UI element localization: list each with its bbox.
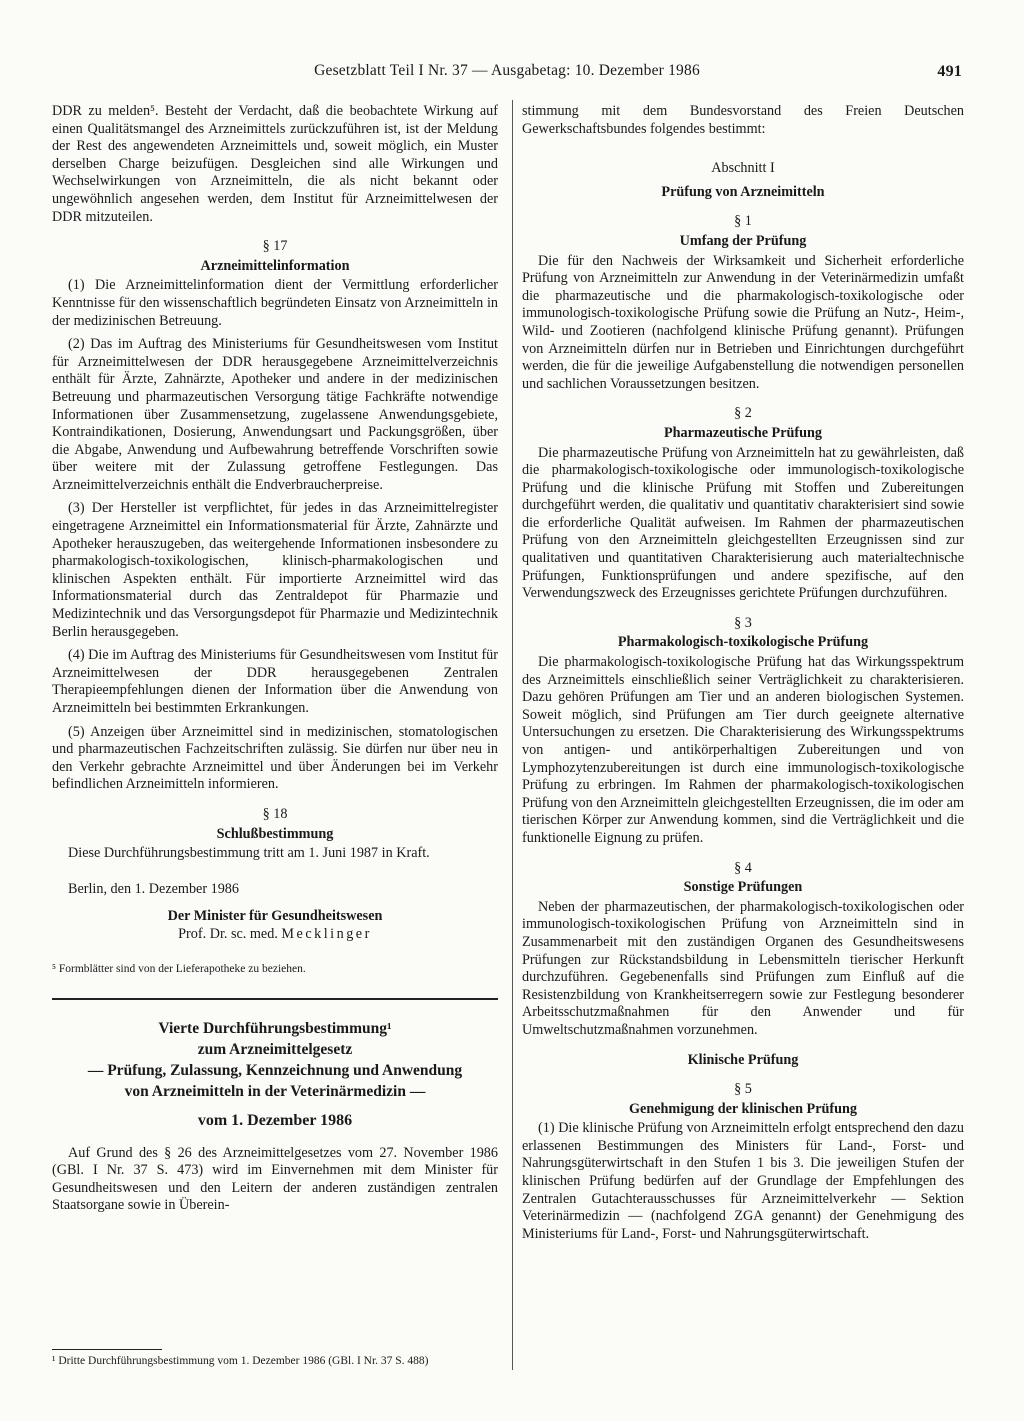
column-divider [512,100,513,1370]
document-date: vom 1. Dezember 1986 [197,1111,353,1129]
paragraph: (1) Die Arzneimittelinformation dient der Vermittlung erforderlicher Kenntnisse für den wissenschaftlich begründeten Einsatz von Arzneimitteln in der medizinischen Betreuung. [52,277,498,329]
section-title: Umfang der Prüfung [679,232,807,249]
page-header [52,62,962,86]
paragraph: Die für den Nachweis der Wirksamkeit und Sicherheit erforderliche Prüfung von Arzneimitteln zur Anwendung in der Veterinärmedizin umfaßt die pharmazeutische und die pharmakologisch-toxikologische oder immunologisch-toxikologische Prüfung sowie die Prüfung an Nutz-, Heim-, Wild- und Zootieren (nachfolgend klinische Prüfung genannt). Prüfungen von Arzneimitteln dürfen nur in Betrieben und Einrichtungen durchgeführt werden, die für die jeweilige Aufgabenstellung die notwendigen personellen und sachlichen Voraussetzungen besitzen. [522,252,964,392]
signature-name [52,926,498,944]
section-number: § 18 [262,805,288,822]
paragraph: Neben der pharmazeutischen, der pharmakologisch-toxikologischen oder immunologisch-toxikologischen Prüfung von Arzneimitteln sind in Zusammenarbeit mit den zuständigen Organen des Gesundheitswesens Prüfungen zur Rückstandsbildung in Lebensmitteln tierischer Herkunft durchzuführen. Gegebenenfalls sind Prüfungen zum Einfluß auf die Resistenzbildung von Krankheitserregern sowie zur Festlegung besonderer Arbeitsschutzmaßnahmen für den Anwender und für Umweltschutzmaßnahmen vorzunehmen. [522,898,964,1038]
paragraph: (4) Die im Auftrag des Ministeriums für Gesundheitswesen vom Institut für Arzneimittelwesen der DDR herausgegebenen Zentralen Therapieempfehlungen dienen der Information über die Anwendung von Arzneimitteln bei bestimmten Erkrankungen. [52,647,498,716]
paragraph: (3) Der Hersteller ist verpflichtet, für jedes in das Arzneimittelregister eingetragene Arzneimittel ein Informationsmaterial für Ärzte, Zahnärzte und Apotheker herauszugeben, das weitergehende Informationen insbesondere zu pharmakologisch-toxikologischen, klinisch-pharmakologischen und klinischen Aspekten enthält. Für importierte Arzneimittel wird das Informationsmaterial durch das Zentraldepot für Pharmazie und Medizintechnik und das Versorgungsdepot für Pharmazie und Medizintechnik Berlin herausgegeben. [52,500,498,640]
signature-title: Der Minister für Gesundheitswesen [167,908,383,925]
header-title: Gesetzblatt Teil I Nr. 37 — Ausgabetag: 10. Dezember 1986 [314,62,700,79]
place-date: Berlin, den 1. Dezember 1986 [68,880,239,897]
section-title: Pharmazeutische Prüfung [663,424,823,441]
paragraph: (5) Anzeigen über Arzneimittel sind in medizinischen, stomatologischen und pharmazeutischen Fachzeitschriften zulässig. Sie dürfen nur über neu in den Verkehr gebrachte Arzneimittel und über Änderungen bei im Verkehr befindlichen Arzneimitteln informieren. [52,723,498,793]
document-title: Vierte Durchführungsbestimmung¹ [158,1019,392,1037]
paragraph: Die pharmazeutische Prüfung von Arzneimitteln hat zu gewährleisten, daß die pharmakologisch-toxikologische oder immunologisch-toxikologische Prüfung und die klinische Prüfung mit Stoffen und Zubereitungen durchgeführt werden, die qualitativ und quantitativ charakterisiert sind sowie die erforderliche Qualität aufweisen. Im Rahmen der pharmazeutischen Prüfung von den Arzneimitteln gleichgestellten Erzeugnissen sind zur qualitativen und quantitativen Charakterisierung auch materialtechnische Prüfungen, Funktionsprüfungen und andere spezifische, auf den Verwendungszweck des Erzeugnisses gerichtete Prüfungen durchzuführen. [522,444,964,602]
footnote-area [52,1335,498,1368]
footnote-rule [52,1349,162,1350]
paragraph: Diese Durchführungsbestimmung tritt am 1. Juni 1987 in Kraft. [68,845,430,862]
document-subtitle: von Arzneimitteln in der Veterinärmedizin — [124,1082,426,1100]
paragraph: (1) Die klinische Prüfung von Arzneimitteln erfolgt entsprechend den dazu erlassenen Bestimmungen des Ministers für Land-, Forst- und Nahrungsgüterwirtschaft in den Stufen 1 bis 3. Die jeweiligen Stufen der klinischen Prüfung bedürfen auf der Grundlage der Empfehlungen des Zentralen Gutachterausschusses für Arzneimittelverkehr — Sektion Veterinärmedizin — (nachfolgend ZGA genannt) der Genehmigung des Ministeriums für Land-, Forst- und Nahrungsgüterwirtschaft. [522,1120,964,1242]
separator-rule [52,998,498,1000]
paragraph: DDR zu melden⁵. Besteht der Verdacht, daß die beobachtete Wirkung auf einen Qualitätsmangel des Arzneimittels zurückzuführen ist, ist der Meldung der Rest des angewendeten Arzneimittels und, soweit möglich, ein Muster derselben Charge beizufügen. Desgleichen sind alle Wirkungen und Wechselwirkungen von Arzneimitteln, die als nicht bekannt oder ungewöhnlich angesehen werden, dem Institut für Arzneimittelwesen der DDR mitzuteilen. [52,103,498,225]
footnote: ⁵ Formblätter sind von der Lieferapotheke zu beziehen. [52,962,306,975]
signature-prefix: Prof. Dr. sc. med. [178,925,278,942]
section-title: Schlußbestimmung [216,825,334,842]
section-number: § 3 [734,614,752,631]
group-title: Klinische Prüfung [687,1051,799,1068]
section-number: § 1 [734,213,752,230]
part-title: Prüfung von Arzneimitteln [661,183,825,200]
right-column [522,103,964,1249]
footnote: ¹ Dritte Durchführungsbestimmung vom 1. Dezember 1986 (GBl. I Nr. 37 S. 488) [52,1355,429,1367]
section-title: Pharmakologisch-toxikologische Prüfung [617,634,869,651]
signature-surname: Mecklinger [281,925,372,942]
section-title: Arzneimittelinformation [200,257,350,274]
part-heading: Abschnitt I [711,160,775,177]
document-subtitle: — Prüfung, Zulassung, Kennzeichnung und Anwendung [87,1061,463,1079]
section-title: Sonstige Prüfungen [683,879,803,896]
section-title: Genehmigung der klinischen Prüfung [629,1100,857,1117]
section-number: § 4 [734,859,752,876]
page-number: 491 [937,63,962,80]
section-number: § 17 [262,238,288,255]
document-title: zum Arzneimittelgesetz [197,1040,353,1058]
section-number: § 5 [734,1081,752,1098]
section-number: § 2 [734,405,752,422]
paragraph: Auf Grund des § 26 des Arzneimittelgesetzes vom 27. November 1986 (GBl. I Nr. 37 S. 473) wird im Einvernehmen mit dem Minister für Gesundheitswesen und den Leitern der anderen zuständigen zentralen Staatsorgane sowie in Überein- [52,1144,498,1214]
paragraph: Die pharmakologisch-toxikologische Prüfung hat das Wirkungsspektrum des Arzneimittels einschließlich seiner Verträglichkeit zu charakterisieren. Dazu gehören Prüfungen am Tier und an anderen biologischen Systemen. Soweit möglich, sind Prüfungen am Tier durch geeignete alternative Untersuchungen zu ersetzen. Die Charakterisierung des Wirkungsspektrums von antigen- und antikörperhaltigen Zubereitungen und von Lymphozytenzubereitungen ist durch eine immunologisch-toxikologische Prüfung zu erbringen. Im Rahmen der pharmakologisch-toxikologischen Prüfung von den Arzneimitteln gleichgestellten Erzeugnissen, die im oder am tierischen Körper zur Anwendung kommen, sind die Verträglichkeit und die funktionelle Eignung zu prüfen. [522,654,964,846]
paragraph: stimmung mit dem Bundesvorstand des Freien Deutschen Gewerkschaftsbundes folgendes bestimmt: [522,103,964,137]
left-column [52,103,498,1221]
paragraph: (2) Das im Auftrag des Ministeriums für Gesundheitswesen vom Institut für Arzneimittelwesen der DDR herausgegebene Arzneimittelverzeichnis enthält für Ärzte, Zahnärzte, Apotheker und andere in der medizinischen Betreuung und pharmazeutischen Versorgung tätige Fachkräfte notwendige Informationen über Zusammensetzung, zugelassene Anwendungsgebiete, Kontraindikationen, Dosierung, Anwendungsart und Packungsgrößen, über die Abgabe, Anwendung und Aufbewahrung betreffende Vorschriften sowie über weitere mit der Zulassung getroffene Festlegungen. Das Arzneimittelverzeichnis enthält die Endverbraucherpreise. [52,336,498,493]
